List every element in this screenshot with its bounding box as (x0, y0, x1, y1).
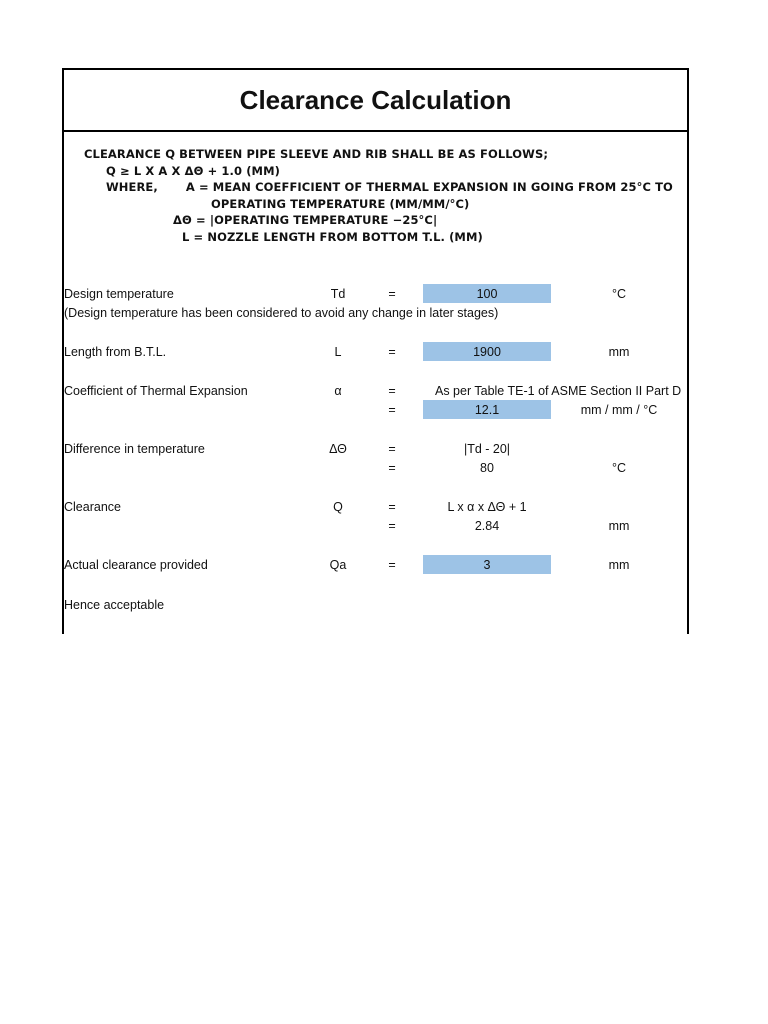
coefficient-input[interactable]: 12.1 (423, 400, 551, 419)
row-design-note (64, 303, 691, 323)
design-temperature-note: (Design temperature has been considered to avoid any change in later stages) (64, 306, 499, 320)
row-unit: mm / mm / °C (580, 403, 658, 417)
equals-sign: = (388, 442, 396, 456)
row-coefficient (64, 381, 691, 401)
where-label: WHERE, (106, 180, 158, 194)
result-text: Hence acceptable (64, 598, 165, 612)
design-temperature-input[interactable]: 100 (423, 284, 551, 303)
difference-expression: |Td - 20| (463, 442, 511, 456)
row-length (64, 342, 691, 362)
row-label: Length from B.T.L. (64, 345, 167, 359)
row-symbol: Td (330, 287, 346, 301)
row-symbol: L (334, 345, 342, 359)
row-coefficient-value (64, 400, 691, 420)
page-title: Clearance Calculation (64, 70, 687, 132)
row-unit: mm (608, 345, 630, 359)
row-unit: °C (611, 287, 627, 301)
row-symbol: α (334, 384, 342, 398)
formula-block (84, 146, 673, 245)
row-actual-clearance (64, 555, 691, 575)
formula-line-1: CLEARANCE Q BETWEEN PIPE SLEEVE AND RIB SHALL BE AS FOLLOWS; (84, 147, 549, 161)
equals-sign: = (388, 461, 396, 475)
formula-line-5: ΔΘ = |OPERATING TEMPERATURE −25°C| (173, 213, 438, 227)
row-clearance-value (64, 516, 691, 536)
row-difference-value (64, 458, 691, 478)
row-difference (64, 439, 691, 459)
clearance-expression: L x α x ΔΘ + 1 (447, 500, 527, 514)
row-result (64, 595, 691, 615)
row-label: Coefficient of Thermal Expansion (64, 384, 248, 398)
formula-line-4: OPERATING TEMPERATURE (MM/MM/°C) (211, 196, 470, 211)
equals-sign: = (388, 384, 396, 398)
row-unit: °C (611, 461, 627, 475)
clearance-value: 2.84 (474, 519, 500, 533)
calculation-sheet (62, 68, 689, 634)
row-design-temperature (64, 284, 691, 304)
row-label: Design temperature (64, 287, 174, 301)
equals-sign: = (388, 345, 396, 359)
equals-sign: = (388, 500, 396, 514)
equals-sign: = (388, 403, 396, 417)
alpha-definition: Α = MEAN COEFFICIENT OF THERMAL EXPANSION IN GOING FROM 25°C TO (185, 180, 673, 194)
row-symbol: Q (333, 500, 343, 514)
row-unit: mm (608, 558, 630, 572)
length-input[interactable]: 1900 (423, 342, 551, 361)
row-symbol: ΔΘ (329, 442, 347, 456)
row-label: Clearance (64, 500, 121, 514)
formula-line-6: L = NOZZLE LENGTH FROM BOTTOM T.L. (MM) (182, 229, 483, 244)
difference-value: 80 (480, 461, 494, 475)
row-symbol: Qa (329, 558, 347, 572)
row-clearance (64, 497, 691, 517)
equals-sign: = (388, 287, 396, 301)
equals-sign: = (388, 519, 396, 533)
equals-sign: = (388, 558, 396, 572)
row-label: Difference in temperature (64, 442, 205, 456)
formula-line-2: Q ≥ L X Α X ΔΘ + 1.0 (MM) (106, 163, 280, 178)
coefficient-reference: As per Table TE-1 of ASME Section II Part D (435, 384, 682, 398)
formula-line-3 (84, 179, 673, 196)
row-unit: mm (608, 519, 630, 533)
row-label: Actual clearance provided (64, 558, 208, 572)
actual-clearance-input[interactable]: 3 (423, 555, 551, 574)
